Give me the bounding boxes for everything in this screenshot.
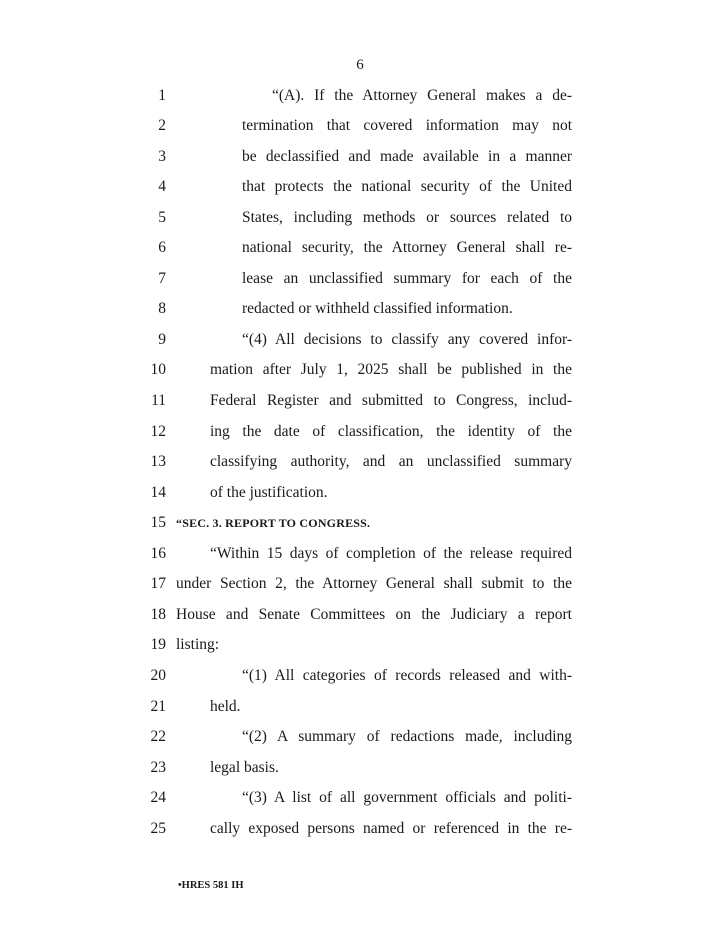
text-line: mation after July 1, 2025 shall be published in the	[210, 361, 572, 378]
line-number: 20	[150, 667, 166, 684]
line-number: 10	[150, 361, 166, 378]
text-line: States, including methods or sources related to	[242, 209, 572, 226]
line-number: 18	[150, 606, 166, 623]
line-number: 2	[158, 117, 166, 134]
line-number: 9	[158, 331, 166, 348]
text-line: “(4) All decisions to classify any covered infor-	[242, 331, 572, 348]
line-number: 15	[150, 514, 166, 531]
line-number: 7	[158, 270, 166, 287]
text-line: national security, the Attorney General shall re-	[242, 239, 572, 256]
line-number: 14	[150, 484, 166, 501]
bill-identifier-footer: •HRES 581 IH	[178, 880, 244, 891]
text-line: classifying authority, and an unclassified summary	[210, 453, 572, 470]
text-line: that protects the national security of the United	[242, 178, 572, 195]
text-line: Federal Register and submitted to Congress, includ-	[210, 392, 572, 409]
line-number: 13	[150, 453, 166, 470]
line-number: 5	[158, 209, 166, 226]
line-number: 4	[158, 178, 166, 195]
text-line: be declassified and made available in a manner	[242, 148, 572, 165]
text-line: ing the date of classification, the identity of the	[210, 423, 572, 440]
text-line: “(3) A list of all government officials and politi-	[242, 789, 572, 806]
line-number: 3	[158, 148, 166, 165]
text-line: redacted or withheld classified information.	[242, 300, 513, 317]
line-number: 8	[158, 300, 166, 317]
text-line: listing:	[176, 636, 220, 653]
page-number: 6	[356, 57, 364, 73]
text-line: “(1) All categories of records released and with-	[242, 667, 572, 684]
line-number: 19	[150, 636, 166, 653]
text-line: lease an unclassified summary for each of the	[242, 270, 572, 287]
line-number: 11	[151, 392, 166, 409]
line-number: 24	[150, 789, 166, 806]
text-line: House and Senate Committees on the Judiciary a report	[176, 606, 572, 623]
line-number: 6	[158, 239, 166, 256]
text-line: “Within 15 days of completion of the release required	[210, 545, 572, 562]
text-line: cally exposed persons named or referenced in the re-	[210, 820, 572, 837]
line-number: 25	[150, 820, 166, 837]
line-number: 21	[150, 698, 166, 715]
section-heading: “SEC. 3. REPORT TO CONGRESS.	[176, 516, 371, 530]
text-line: termination that covered information may not	[242, 117, 572, 134]
text-line: held.	[210, 698, 241, 715]
line-number: 22	[150, 728, 166, 745]
text-line: of the justification.	[210, 484, 328, 501]
text-line: legal basis.	[210, 759, 279, 776]
line-number: 12	[150, 423, 166, 440]
line-number: 23	[150, 759, 166, 776]
line-number: 16	[150, 545, 166, 562]
line-number: 17	[150, 575, 166, 592]
text-line: under Section 2, the Attorney General shall submit to the	[176, 575, 572, 592]
text-line: “(A). If the Attorney General makes a de-	[272, 87, 572, 104]
line-number: 1	[158, 87, 166, 104]
text-line: “(2) A summary of redactions made, including	[242, 728, 572, 745]
